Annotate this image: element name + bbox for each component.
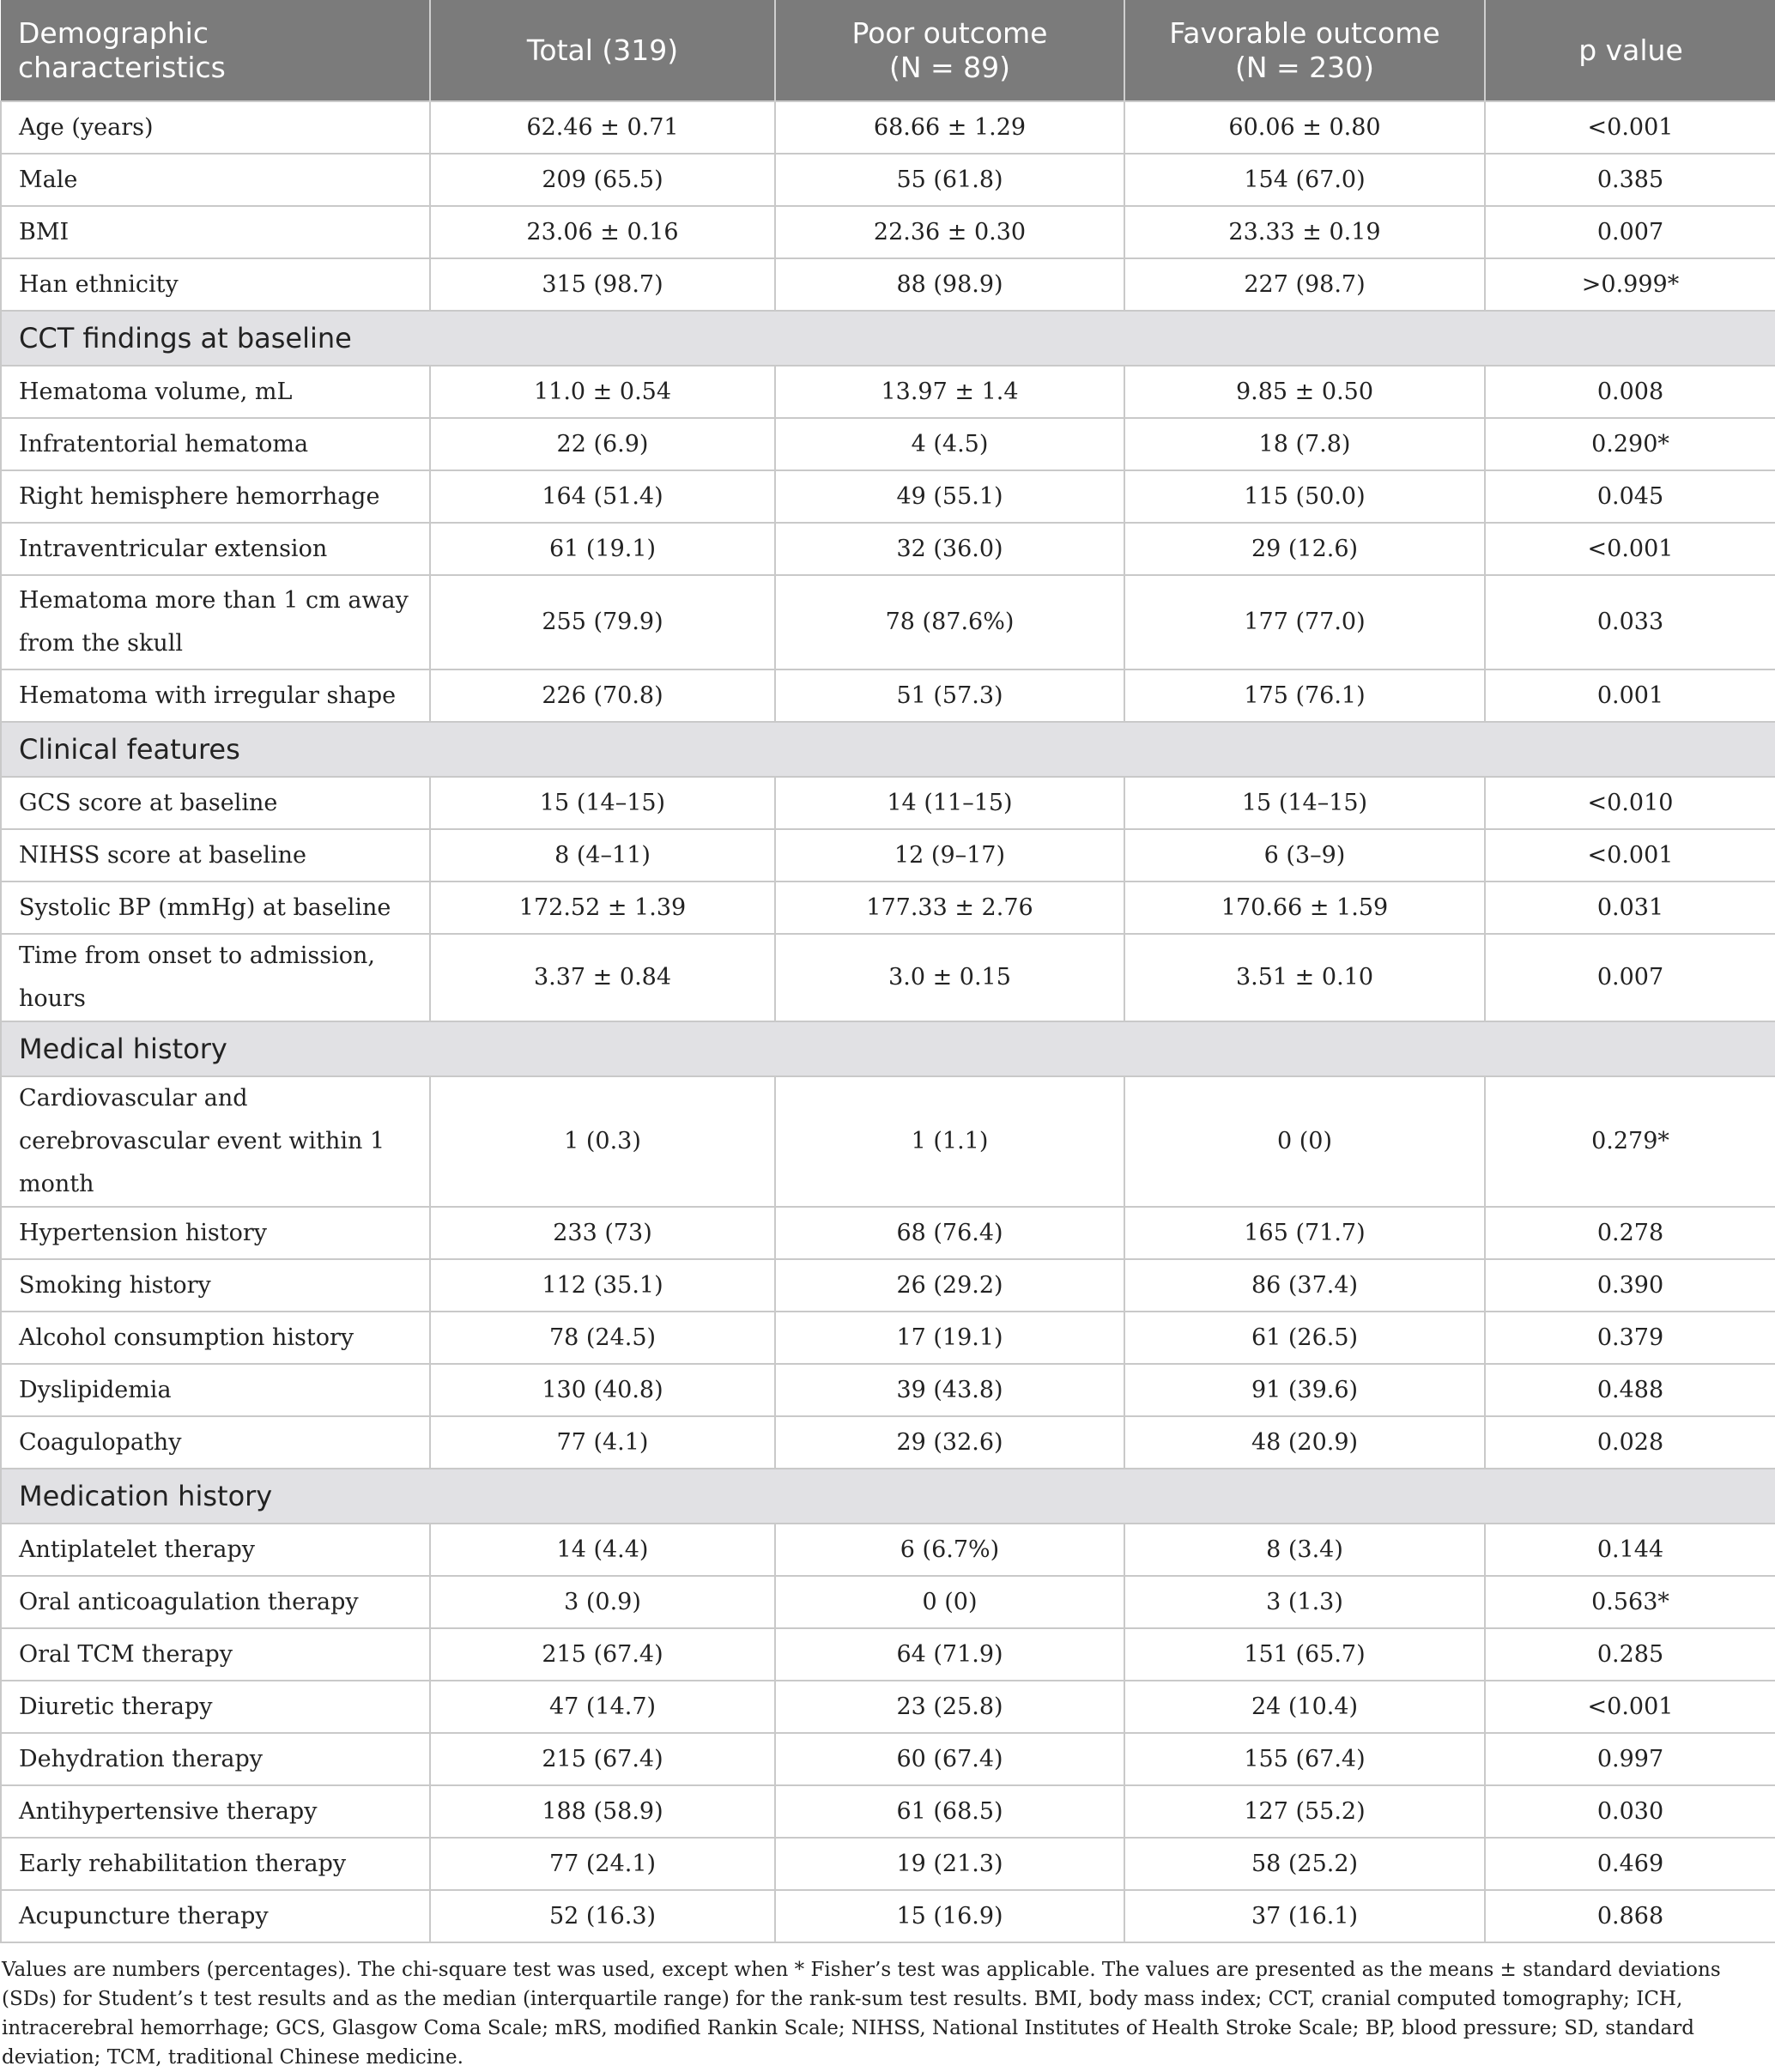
poor-outcome-cell: 51 (57.3)	[775, 669, 1124, 722]
favorable-outcome-cell: 91 (39.6)	[1124, 1364, 1485, 1416]
favorable-outcome-cell: 48 (20.9)	[1124, 1416, 1485, 1469]
favorable-outcome-cell: 6 (3–9)	[1124, 829, 1485, 882]
poor-outcome-cell: 23 (25.8)	[775, 1681, 1124, 1733]
poor-outcome-cell: 22.36 ± 0.30	[775, 206, 1124, 258]
p-value-cell: 0.031	[1485, 882, 1775, 934]
row-label: Han ethnicity	[1, 258, 430, 311]
poor-outcome-cell: 1 (1.1)	[775, 1076, 1124, 1207]
favorable-outcome-cell: 3.51 ± 0.10	[1124, 934, 1485, 1021]
table-row	[1, 777, 1775, 829]
header-line: p value	[1578, 33, 1683, 67]
favorable-outcome-cell: 3 (1.3)	[1124, 1576, 1485, 1628]
total-cell: 47 (14.7)	[430, 1681, 775, 1733]
row-label: GCS score at baseline	[1, 777, 430, 829]
p-value-cell: <0.001	[1485, 829, 1775, 882]
header-line: Poor outcome	[851, 15, 1048, 50]
favorable-outcome-cell: 29 (12.6)	[1124, 523, 1485, 575]
header-poor-outcome	[775, 0, 1124, 101]
row-label: Hypertension history	[1, 1207, 430, 1259]
row-label: Infratentorial hematoma	[1, 418, 430, 470]
p-value-cell: 0.385	[1485, 154, 1775, 206]
row-label: Male	[1, 154, 430, 206]
p-value-cell: 0.045	[1485, 470, 1775, 523]
table-row	[1, 366, 1775, 418]
header-favorable-outcome	[1124, 0, 1485, 101]
header-line: Favorable outcome	[1169, 15, 1440, 50]
total-cell: 172.52 ± 1.39	[430, 882, 775, 934]
total-cell: 130 (40.8)	[430, 1364, 775, 1416]
total-cell: 226 (70.8)	[430, 669, 775, 722]
favorable-outcome-cell: 170.66 ± 1.59	[1124, 882, 1485, 934]
total-cell: 3 (0.9)	[430, 1576, 775, 1628]
poor-outcome-cell: 32 (36.0)	[775, 523, 1124, 575]
total-cell: 23.06 ± 0.16	[430, 206, 775, 258]
table-row	[1, 523, 1775, 575]
table-row	[1, 1312, 1775, 1364]
table-row	[1, 258, 1775, 311]
row-label: BMI	[1, 206, 430, 258]
p-value-cell: 0.007	[1485, 934, 1775, 1021]
table-row	[1, 1207, 1775, 1259]
favorable-outcome-cell: 60.06 ± 0.80	[1124, 101, 1485, 154]
row-label: Intraventricular extension	[1, 523, 430, 575]
poor-outcome-cell: 26 (29.2)	[775, 1259, 1124, 1312]
p-value-cell: 0.030	[1485, 1785, 1775, 1838]
table-header	[1, 0, 1775, 101]
poor-outcome-cell: 177.33 ± 2.76	[775, 882, 1124, 934]
row-label: Cardiovascular and cerebrovascular event within 1 month	[1, 1076, 430, 1207]
header-row	[1, 0, 1775, 101]
poor-outcome-cell: 12 (9–17)	[775, 829, 1124, 882]
table-row	[1, 829, 1775, 882]
p-value-cell: 0.278	[1485, 1207, 1775, 1259]
favorable-outcome-cell: 127 (55.2)	[1124, 1785, 1485, 1838]
table-row	[1, 1524, 1775, 1576]
poor-outcome-cell: 29 (32.6)	[775, 1416, 1124, 1469]
total-cell: 61 (19.1)	[430, 523, 775, 575]
p-value-cell: 0.469	[1485, 1838, 1775, 1890]
section-header-row	[1, 1021, 1775, 1076]
total-cell: 52 (16.3)	[430, 1890, 775, 1942]
favorable-outcome-cell: 58 (25.2)	[1124, 1838, 1485, 1890]
poor-outcome-cell: 49 (55.1)	[775, 470, 1124, 523]
poor-outcome-cell: 19 (21.3)	[775, 1838, 1124, 1890]
p-value-cell: 0.279*	[1485, 1076, 1775, 1207]
total-cell: 15 (14–15)	[430, 777, 775, 829]
poor-outcome-cell: 60 (67.4)	[775, 1733, 1124, 1785]
favorable-outcome-cell: 15 (14–15)	[1124, 777, 1485, 829]
poor-outcome-cell: 78 (87.6%)	[775, 575, 1124, 669]
table-row	[1, 1416, 1775, 1469]
p-value-cell: 0.488	[1485, 1364, 1775, 1416]
favorable-outcome-cell: 24 (10.4)	[1124, 1681, 1485, 1733]
favorable-outcome-cell: 23.33 ± 0.19	[1124, 206, 1485, 258]
table-row	[1, 418, 1775, 470]
total-cell: 215 (67.4)	[430, 1733, 775, 1785]
row-label: Right hemisphere hemorrhage	[1, 470, 430, 523]
p-value-cell: <0.001	[1485, 523, 1775, 575]
poor-outcome-cell: 15 (16.9)	[775, 1890, 1124, 1942]
row-label: Dehydration therapy	[1, 1733, 430, 1785]
row-label: Hematoma with irregular shape	[1, 669, 430, 722]
p-value-cell: >0.999*	[1485, 258, 1775, 311]
table-row	[1, 669, 1775, 722]
poor-outcome-cell: 61 (68.5)	[775, 1785, 1124, 1838]
table-row	[1, 101, 1775, 154]
row-label: Smoking history	[1, 1259, 430, 1312]
table-footnote: Values are numbers (percentages). The chi-square test was used, except when * Fisher’s test was applicable. The values are presented as the means ± standard deviations (SDs) for Student’s t test results and as the median (interquartile range) for the rank-sum test results. BMI, body mass index; CCT, cranial computed tomography; ICH, intracerebral hemorrhage; GCS, Glasgow Coma Scale; mRS, modified Rankin Scale; NIHSS, National Institutes of Health Stroke Scale; BP, blood pressure; SD, standard deviation; TCM, traditional Chinese medicine.	[2, 1959, 1721, 2069]
section-header-row	[1, 722, 1775, 777]
poor-outcome-cell: 55 (61.8)	[775, 154, 1124, 206]
poor-outcome-cell: 68 (76.4)	[775, 1207, 1124, 1259]
p-value-cell: 0.008	[1485, 366, 1775, 418]
total-cell: 164 (51.4)	[430, 470, 775, 523]
table-row	[1, 575, 1775, 669]
table-row	[1, 1838, 1775, 1890]
section-title: Medical history	[1, 1021, 1775, 1076]
header-line: Demographic	[18, 15, 209, 50]
row-label: Age (years)	[1, 101, 430, 154]
table-row	[1, 1259, 1775, 1312]
total-cell: 11.0 ± 0.54	[430, 366, 775, 418]
p-value-cell: 0.868	[1485, 1890, 1775, 1942]
table-row	[1, 470, 1775, 523]
total-cell: 22 (6.9)	[430, 418, 775, 470]
p-value-cell: 0.290*	[1485, 418, 1775, 470]
poor-outcome-cell: 0 (0)	[775, 1576, 1124, 1628]
p-value-cell: 0.144	[1485, 1524, 1775, 1576]
poor-outcome-cell: 4 (4.5)	[775, 418, 1124, 470]
total-cell: 215 (67.4)	[430, 1628, 775, 1681]
section-header-row	[1, 311, 1775, 366]
p-value-cell: 0.033	[1485, 575, 1775, 669]
total-cell: 3.37 ± 0.84	[430, 934, 775, 1021]
table-row	[1, 1785, 1775, 1838]
row-label: Acupuncture therapy	[1, 1890, 430, 1942]
table-row	[1, 1076, 1775, 1207]
section-title: Medication history	[1, 1469, 1775, 1524]
row-label: Hematoma volume, mL	[1, 366, 430, 418]
poor-outcome-cell: 68.66 ± 1.29	[775, 101, 1124, 154]
row-label: Antiplatelet therapy	[1, 1524, 430, 1576]
row-label: Antihypertensive therapy	[1, 1785, 430, 1838]
section-header-row	[1, 1469, 1775, 1524]
table-row	[1, 882, 1775, 934]
favorable-outcome-cell: 165 (71.7)	[1124, 1207, 1485, 1259]
header-demographic-characteristics	[1, 0, 430, 101]
p-value-cell: 0.997	[1485, 1733, 1775, 1785]
favorable-outcome-cell: 37 (16.1)	[1124, 1890, 1485, 1942]
favorable-outcome-cell: 154 (67.0)	[1124, 154, 1485, 206]
table-row	[1, 1733, 1775, 1785]
poor-outcome-cell: 39 (43.8)	[775, 1364, 1124, 1416]
favorable-outcome-cell: 86 (37.4)	[1124, 1259, 1485, 1312]
poor-outcome-cell: 6 (6.7%)	[775, 1524, 1124, 1576]
total-cell: 14 (4.4)	[430, 1524, 775, 1576]
favorable-outcome-cell: 115 (50.0)	[1124, 470, 1485, 523]
p-value-cell: 0.001	[1485, 669, 1775, 722]
poor-outcome-cell: 13.97 ± 1.4	[775, 366, 1124, 418]
p-value-cell: <0.010	[1485, 777, 1775, 829]
header-line: (N = 230)	[1234, 50, 1375, 84]
header-line: characteristics	[18, 50, 226, 84]
table-row	[1, 1681, 1775, 1733]
favorable-outcome-cell: 8 (3.4)	[1124, 1524, 1485, 1576]
row-label: Oral anticoagulation therapy	[1, 1576, 430, 1628]
total-cell: 8 (4–11)	[430, 829, 775, 882]
total-cell: 77 (24.1)	[430, 1838, 775, 1890]
poor-outcome-cell: 64 (71.9)	[775, 1628, 1124, 1681]
favorable-outcome-cell: 151 (65.7)	[1124, 1628, 1485, 1681]
table-row	[1, 1576, 1775, 1628]
row-label: Hematoma more than 1 cm away from the skull	[1, 575, 430, 669]
row-label: Systolic BP (mmHg) at baseline	[1, 882, 430, 934]
total-cell: 62.46 ± 0.71	[430, 101, 775, 154]
total-cell: 209 (65.5)	[430, 154, 775, 206]
favorable-outcome-cell: 61 (26.5)	[1124, 1312, 1485, 1364]
p-value-cell: 0.563*	[1485, 1576, 1775, 1628]
header-total	[430, 0, 775, 101]
row-label: NIHSS score at baseline	[1, 829, 430, 882]
favorable-outcome-cell: 227 (98.7)	[1124, 258, 1485, 311]
table-body	[1, 101, 1775, 1942]
table-row	[1, 154, 1775, 206]
row-label: Oral TCM therapy	[1, 1628, 430, 1681]
table-row	[1, 1364, 1775, 1416]
section-title: Clinical features	[1, 722, 1775, 777]
p-value-cell: 0.390	[1485, 1259, 1775, 1312]
poor-outcome-cell: 88 (98.9)	[775, 258, 1124, 311]
favorable-outcome-cell: 0 (0)	[1124, 1076, 1485, 1207]
p-value-cell: 0.285	[1485, 1628, 1775, 1681]
favorable-outcome-cell: 9.85 ± 0.50	[1124, 366, 1485, 418]
p-value-cell: <0.001	[1485, 1681, 1775, 1733]
favorable-outcome-cell: 177 (77.0)	[1124, 575, 1485, 669]
total-cell: 78 (24.5)	[430, 1312, 775, 1364]
poor-outcome-cell: 14 (11–15)	[775, 777, 1124, 829]
poor-outcome-cell: 17 (19.1)	[775, 1312, 1124, 1364]
favorable-outcome-cell: 175 (76.1)	[1124, 669, 1485, 722]
header-line: (N = 89)	[888, 50, 1011, 84]
row-label: Coagulopathy	[1, 1416, 430, 1469]
row-label: Alcohol consumption history	[1, 1312, 430, 1364]
total-cell: 112 (35.1)	[430, 1259, 775, 1312]
row-label: Dyslipidemia	[1, 1364, 430, 1416]
table-row	[1, 206, 1775, 258]
poor-outcome-cell: 3.0 ± 0.15	[775, 934, 1124, 1021]
row-label: Early rehabilitation therapy	[1, 1838, 430, 1890]
p-value-cell: 0.028	[1485, 1416, 1775, 1469]
total-cell: 1 (0.3)	[430, 1076, 775, 1207]
total-cell: 315 (98.7)	[430, 258, 775, 311]
table-row	[1, 1890, 1775, 1942]
section-title: CCT findings at baseline	[1, 311, 1775, 366]
favorable-outcome-cell: 18 (7.8)	[1124, 418, 1485, 470]
total-cell: 77 (4.1)	[430, 1416, 775, 1469]
header-p-value	[1485, 0, 1775, 101]
table-row	[1, 1628, 1775, 1681]
header-line: Total (319)	[526, 33, 679, 67]
row-label: Diuretic therapy	[1, 1681, 430, 1733]
total-cell: 255 (79.9)	[430, 575, 775, 669]
total-cell: 233 (73)	[430, 1207, 775, 1259]
p-value-cell: <0.001	[1485, 101, 1775, 154]
p-value-cell: 0.007	[1485, 206, 1775, 258]
total-cell: 188 (58.9)	[430, 1785, 775, 1838]
table-row	[1, 934, 1775, 1021]
favorable-outcome-cell: 155 (67.4)	[1124, 1733, 1485, 1785]
row-label: Time from onset to admission, hours	[1, 934, 430, 1021]
p-value-cell: 0.379	[1485, 1312, 1775, 1364]
